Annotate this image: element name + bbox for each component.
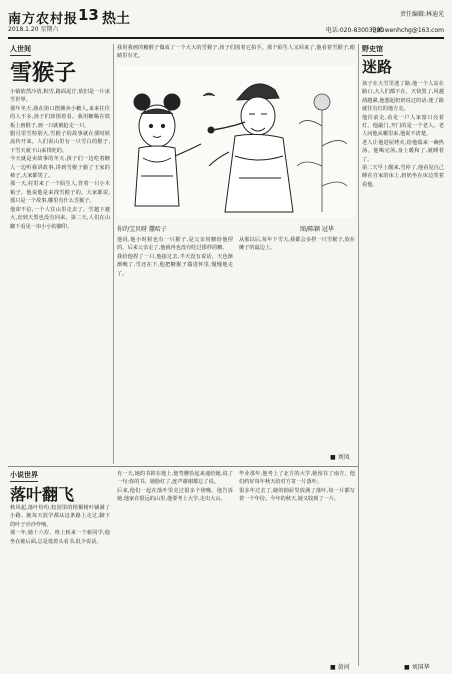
paragraph: 我给他捏了一只,他接过去,半天没有说话。天色渐渐晚了,雪还在下,他把糖猴子揣进怀里,慢慢地走了。 xyxy=(117,253,233,277)
illustration xyxy=(117,66,355,218)
bottom-section-tag: 小说世界 xyxy=(10,470,38,482)
middle-intro-text xyxy=(117,44,355,66)
paragraph: 老人让他进屋烤火,给他端来一碗热汤。他喝完汤,身上暖和了,就睡着了。 xyxy=(362,139,444,163)
middle-article-column-1 xyxy=(117,236,233,458)
section-divider xyxy=(8,466,358,467)
paragraph: 那一天,村里来了一个陌生人,背着一只小木箱子。他说他是来找雪猴子的。大家都说,那只是一个故事,哪里有什么雪猴子。 xyxy=(10,181,110,205)
page-number: 13 xyxy=(78,6,99,24)
right-article-title: 迷路 xyxy=(362,58,393,76)
paragraph: 我用我画的糖猴子做成了一个大大的雪猴子,孩子们围着它拍手。那个陌生人又回来了,他看着雪猴子,眼睛里有光。 xyxy=(117,45,355,60)
illustration-credit: 图/陈颖 冠华 xyxy=(300,226,334,233)
left-article-title: 雪猴子 xyxy=(10,60,77,86)
paragraph: 后来,他们一起在落叶里走过很多个傍晚。他告诉她,他家在很远的山里,他要考上大学,走出大山。 xyxy=(117,487,233,503)
bottom-article-column-3 xyxy=(239,470,355,660)
paragraph: 那一年,她十六岁。班上转来一个新同学,他坐在她后面,总是低着头看书,很少说话。 xyxy=(10,530,110,545)
paragraph: 小镇依然冷清,积雪,路面泥泞,依旧是一片冰雪世界。 xyxy=(10,89,110,104)
right-section-tag: 野史馆 xyxy=(362,44,383,56)
illustration-caption: 你的宝贝呀 撒哈子 xyxy=(117,226,167,233)
masthead xyxy=(8,6,444,36)
newspaper-logo: 南方农村报 xyxy=(8,12,79,27)
bottom-article-column-1 xyxy=(10,504,110,668)
bottom-article-title: 落叶翻飞 xyxy=(10,485,75,504)
paragraph: 第二天早上醒来,雪停了,他看见自己睡在自家的床上,奶奶坐在床边笑着看他。 xyxy=(362,165,444,188)
right-article-body xyxy=(362,80,444,660)
column-divider xyxy=(113,44,114,464)
paragraph: 毕业那年,他考上了北方的大学,她留在了南方。他们约好每年秋天给对方寄一片落叶。 xyxy=(239,471,355,486)
header-rule xyxy=(8,37,444,39)
issue-date: 2018.1.20 星期六 xyxy=(8,26,59,33)
bottom-article-column-2 xyxy=(117,470,233,668)
paragraph: 从那以后,每年下雪天,我都会多捏一只雪猴子,放在摊子的最边上。 xyxy=(239,237,355,252)
middle-article-column-2 xyxy=(239,236,355,458)
paragraph: 很多年过去了,她的抽屉里放满了落叶,每一片都写着一个年份。今年的秋天,她又收到了一片。 xyxy=(239,487,355,503)
illustration-drawing xyxy=(117,66,355,218)
paragraph: 今天就是卖故事的冬天,孩子们一边吃着糖人一边听我讲故事,讲到雪猴子偷了王家的柿子,大家都笑了。 xyxy=(10,156,110,180)
paragraph: 孩子在大雪里迷了路,他一个人站在路口,大人们都不在。天快黑了,风越刮越紧,他想起奶奶说过的话:迷了路就往有灯的地方走。 xyxy=(362,81,444,113)
paragraph: 他往前走,看见一户人家窗口亮着灯。他敲门,开门的是一个老人。老人问他从哪里来,他说不清楚。 xyxy=(362,114,444,138)
paragraph: 腊月里雪特别大,雪猴子的故事就在那时候流传开来。人们说山里有一只雪白的猴子,下雪天就下山来找吃的。 xyxy=(10,131,110,154)
paragraph: 他说,他小时候也有一只猴子,是父亲用糖给他捏的。后来父亲走了,他就再也没有吃过那样的糖。 xyxy=(117,237,233,252)
left-article-body xyxy=(10,88,110,466)
left-section-tag: 人世间 xyxy=(10,44,31,56)
contact-email: 电邮:wenhchg@163.com xyxy=(370,27,444,34)
right-article-byline: ■ 刘国华 xyxy=(404,664,430,671)
paragraph: 有一天,她的书掉在地上,他弯腰捡起来递给她,说了一句:你的书。她脸红了,连声谢谢都忘了说。 xyxy=(117,471,233,486)
middle-article-byline: ■ 刘凤 xyxy=(330,454,350,461)
paragraph: 他却不信,一个人往山里走去了。雪越下越大,直到天黑也没有回来。第二天,人们在山脚下看见一串小小的脚印。 xyxy=(10,206,110,230)
paragraph: 那年冬天,我在街口摆摊卖小糖人,来来往往的人不多,孩子们却围着看。我用糖稀在铁板上画猴子,画一只就被抢走一只。 xyxy=(10,105,110,129)
editor-credit: 责任编辑:林迪光 xyxy=(399,11,444,18)
section-title: 热土 xyxy=(102,11,130,27)
contact-phone: 电话:020-83003390 xyxy=(325,27,384,34)
column-divider xyxy=(358,44,359,666)
paragraph: 秋风起,落叶纷纷,校园里的梧桐树叶铺满了小路。她每天放学都从这条路上走过,脚下的叶子沙沙作响。 xyxy=(10,505,110,528)
bottom-article-byline: ■ 黄河 xyxy=(330,664,350,671)
